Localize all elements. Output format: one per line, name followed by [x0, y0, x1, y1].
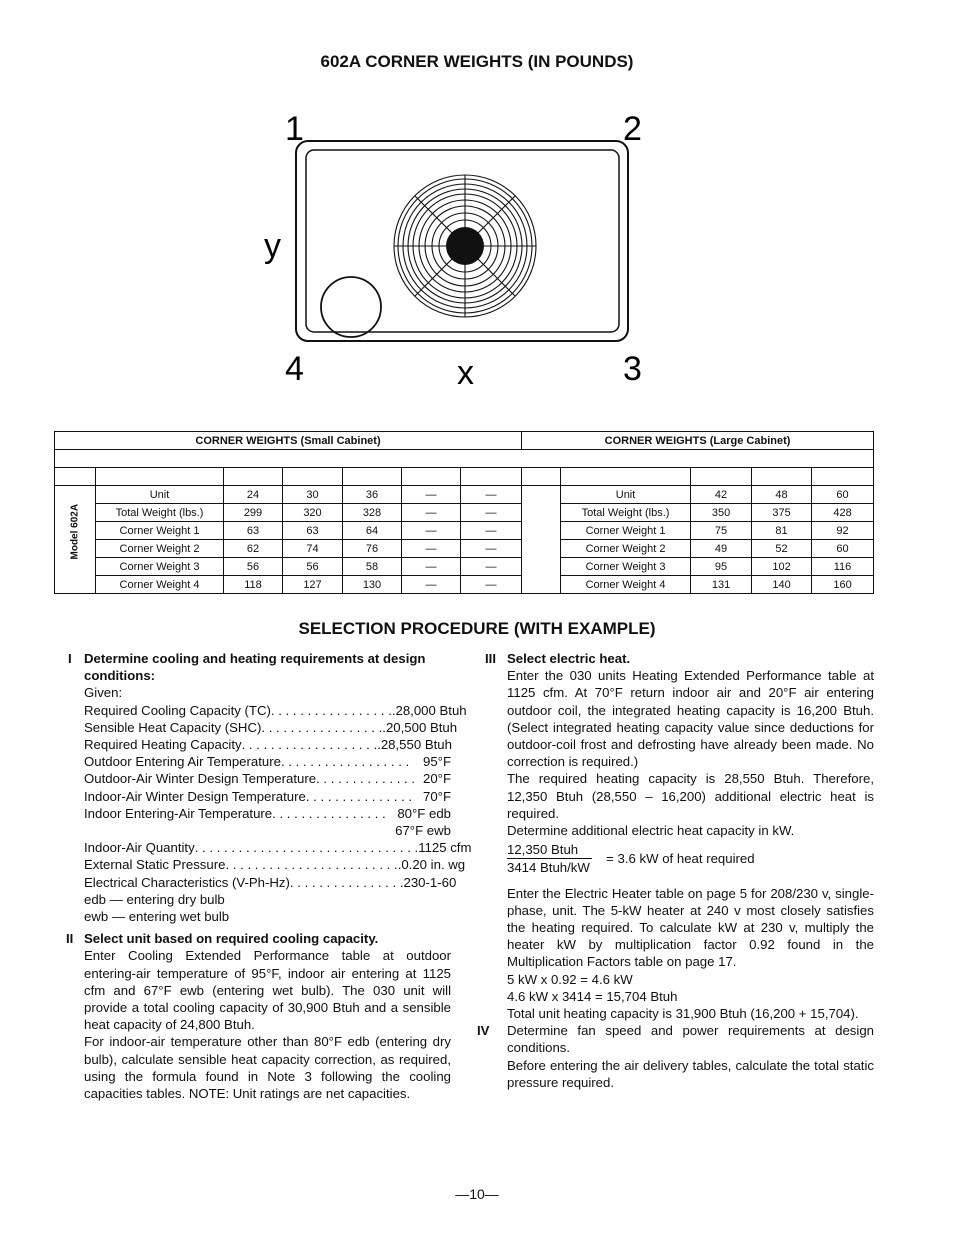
section-4-paragraph: Determine fan speed and power requirements at design conditions. [507, 1023, 874, 1056]
table-cell: Unit [561, 486, 691, 504]
text-fragment: .28,000 Btuh [391, 702, 467, 718]
axis-label-x: x [457, 354, 474, 392]
text-fragment: Indoor-Air Quantity [84, 840, 195, 856]
section-3-paragraph: The required heating capacity is 28,550 Btuh. Therefore, 12,350 Btuh (28,550 – 16,200) additional electric heat is required. [507, 771, 874, 821]
table-row [55, 540, 874, 558]
text-fragment: Sensible Heat Capacity (SHC) [84, 719, 262, 735]
table-cell: — [461, 558, 522, 576]
page-title: 602A CORNER WEIGHTS (IN POUNDS) [320, 52, 634, 71]
table-cell: Corner Weight 2 [96, 540, 224, 558]
table-cell: 62 [224, 540, 283, 558]
section-2-paragraph: For indoor-air temperature other than 80°F edb (entering dry bulb), calculate sensible heat capacity correction, as required, using the formula found in Note 3 following the cooling capacities tables. NOTE: Unit ratings are net capacities. [84, 1034, 451, 1102]
corner-weights-diagram [250, 100, 690, 400]
text-fragment: External Static Pressure [84, 857, 226, 873]
text-fragment: 70°F [423, 788, 451, 804]
table-cell: 116 [812, 558, 874, 576]
table-cell: Corner Weight 2 [561, 540, 691, 558]
table-cell [691, 468, 752, 486]
text-fragment: . . . . . . . . . . . . . . . . . . . [241, 737, 378, 753]
section-3-number: III [485, 651, 496, 666]
table-row [55, 486, 874, 504]
table-cell: — [461, 504, 522, 522]
text-fragment: Required Heating Capacity [84, 737, 242, 753]
fraction-numerator: 12,350 Btuh [507, 841, 592, 859]
table-cell: 58 [343, 558, 402, 576]
text-fragment: . . . . . . . . . . . . . . . . [272, 805, 386, 821]
list-item [84, 839, 472, 856]
table-cell [561, 468, 691, 486]
table-cell [283, 468, 343, 486]
text-fragment: . . . . . . . . . . . . . . . . . [270, 702, 392, 718]
table-cell: 350 [691, 504, 752, 522]
list-item [84, 719, 458, 736]
table-cell: 52 [752, 540, 812, 558]
text-fragment: Indoor-Air Winter Design Temperature [84, 788, 306, 804]
large-cabinet-header: CORNER WEIGHTS (Large Cabinet) [522, 432, 874, 450]
page-number: —10— [455, 1186, 499, 1202]
table-cell: 76 [343, 540, 402, 558]
table-cell: — [461, 522, 522, 540]
table-cell: 56 [224, 558, 283, 576]
table-row [55, 576, 874, 594]
list-item [84, 788, 451, 805]
table-row [55, 522, 874, 540]
section-4-paragraph: Before entering the air delivery tables, calculate the total static pressure required. [507, 1057, 874, 1090]
text-fragment: Electrical Characteristics (V-Ph-Hz) [84, 874, 290, 890]
table-cell [224, 468, 283, 486]
text-fragment: . . . . . . . . . . . . . . [316, 771, 416, 787]
table-cell: 81 [752, 522, 812, 540]
table-cell: Corner Weight 4 [561, 576, 691, 594]
table-cell: 75 [691, 522, 752, 540]
table-cell: Corner Weight 3 [96, 558, 224, 576]
section-1 [54, 650, 472, 925]
table-cell: 299 [224, 504, 283, 522]
text-fragment: 1125 cfm [418, 840, 472, 856]
table-cell: 60 [812, 486, 874, 504]
text-fragment: .20,500 Btuh [382, 719, 458, 735]
section-4-number: IV [477, 1023, 490, 1039]
corner-label-3: 3 [623, 350, 642, 388]
text-fragment: . . . . . . . . . . . . . . . . [289, 874, 404, 890]
table-cell: 36 [343, 486, 402, 504]
text-fragment: . . . . . . . . . . . . . . . . . . . . . . . . [225, 857, 398, 873]
table-cell: 30 [283, 486, 343, 504]
spacer-row [55, 450, 874, 468]
fraction-denominator: 3414 Btuh/kW [507, 860, 590, 876]
table-cell: 140 [752, 576, 812, 594]
text-fragment: 20°F [423, 771, 451, 787]
list-item [84, 736, 451, 753]
table-cell: 131 [691, 576, 752, 594]
ewb-value: 67°F ewb [395, 823, 451, 839]
section-4 [477, 1022, 874, 1091]
table-cell: Corner Weight 1 [96, 522, 224, 540]
table-cell: 60 [812, 540, 874, 558]
section-3-paragraph: Determine additional electric heat capacity in kW. [507, 823, 795, 839]
text-fragment: . . . . . . . . . . . . . . . . . . [280, 754, 410, 770]
table-cell: 56 [283, 558, 343, 576]
heat-fraction [507, 841, 874, 876]
table-cell: 95 [691, 558, 752, 576]
text-fragment: Outdoor-Air Winter Design Temperature [84, 771, 317, 787]
table-cell: 92 [812, 522, 874, 540]
ewb-definition: ewb — entering wet bulb [84, 909, 230, 925]
text-fragment: 230-1-60 [403, 874, 457, 890]
table-cell [461, 468, 522, 486]
table-cell: 74 [283, 540, 343, 558]
list-item [84, 856, 466, 873]
corner-label-2: 2 [623, 110, 642, 148]
model-label: Model 602A [69, 503, 81, 560]
table-cell: — [461, 540, 522, 558]
table-cell: 102 [752, 558, 812, 576]
table-cell [402, 468, 461, 486]
corner-label-4: 4 [285, 350, 304, 388]
section-2 [54, 930, 451, 1102]
section-3-paragraph: Total unit heating capacity is 31,900 Btuh (16,200 + 15,704). [507, 1006, 859, 1022]
table-cell: 63 [283, 522, 343, 540]
table-cell: — [402, 540, 461, 558]
list-item [84, 805, 451, 822]
section-1-number: I [68, 651, 72, 666]
text-fragment: 80°F edb [397, 805, 451, 821]
section-3 [477, 650, 874, 1022]
table-cell: 42 [691, 486, 752, 504]
list-item [84, 874, 457, 891]
model-label-cell [55, 486, 96, 594]
table-cell: 130 [343, 576, 402, 594]
table-cell: 328 [343, 504, 402, 522]
text-fragment: Indoor Entering-Air Temperature [84, 805, 273, 821]
table-cell: Corner Weight 3 [561, 558, 691, 576]
text-fragment: . . . . . . . . . . . . . . . [305, 788, 413, 804]
calc-line: 4.6 kW x 3414 = 15,704 Btuh [507, 988, 678, 1004]
table-cell [343, 468, 402, 486]
table-cell: — [402, 486, 461, 504]
list-item [84, 753, 451, 770]
table-cell [55, 468, 96, 486]
table-cell: 48 [752, 486, 812, 504]
section-3-paragraph: Enter the Electric Heater table on page 5 for 208/230 v, single-phase, unit. The 5-kW heater at 240 v most closely satisfies the heating required. To calculate kW at 230 v, multiply the heater kW by multiplication factor 0.92 found in the Multiplication Factors table on page 17. [507, 885, 874, 970]
selection-procedure-title: SELECTION PROCEDURE (WITH EXAMPLE) [298, 619, 656, 638]
text-fragment: 95°F [423, 754, 451, 770]
table-cell: 118 [224, 576, 283, 594]
table-cell: Corner Weight 1 [561, 522, 691, 540]
table-cell: 320 [283, 504, 343, 522]
section-2-number: II [66, 931, 74, 947]
section-2-title: Select unit based on required cooling capacity. [84, 931, 379, 947]
table-cell [522, 468, 561, 486]
table-cell: Unit [96, 486, 224, 504]
table-row [55, 558, 874, 576]
section-3-paragraph: Enter the 030 units Heating Extended Performance table at 1125 cfm. At 70°F return indoor air and 20°F air entering outdoor coil, the integrated heating capacity is 16,200 Btuh. (Select integrated heating capacity value since deductions for outdoor-coil frost and defrosting have already been made. No correction is required.) [507, 668, 874, 770]
table-cell: — [461, 576, 522, 594]
calc-line: 5 kW x 0.92 = 4.6 kW [507, 971, 633, 987]
text-fragment: .0.20 in. wg [397, 857, 466, 873]
compressor-circle [321, 277, 381, 337]
axis-label-y: y [264, 227, 281, 265]
table-cell: — [402, 522, 461, 540]
table-row [55, 504, 874, 522]
section-3-title: Select electric heat. [507, 651, 631, 666]
text-fragment: .28,550 Btuh [377, 737, 452, 753]
table-cell: — [402, 576, 461, 594]
section-1-title: Determine cooling and heating requirements at design conditions: [84, 651, 426, 684]
corner-label-1: 1 [285, 110, 304, 148]
section-2-paragraph: Enter Cooling Extended Performance table at outdoor entering-air temperature of 95°F, indoor air entering at 1125 cfm and 67°F ewb (entering wet bulb). The 030 unit will provide a total cooling capacity of 30,900 Btuh and a sensible heat capacity of 24,800 Btuh. [84, 948, 451, 1033]
table-cell [812, 468, 874, 486]
given-label: Given: [84, 685, 123, 701]
gap-cell [522, 486, 561, 594]
table-cell: 24 [224, 486, 283, 504]
text-fragment: Outdoor Entering Air Temperature [84, 754, 281, 770]
fraction-result: = 3.6 kW of heat required [606, 851, 755, 867]
right-column [477, 650, 874, 1091]
list-item [84, 702, 467, 719]
table-cell: 375 [752, 504, 812, 522]
edb-definition: edb — entering dry bulb [84, 891, 225, 907]
small-cabinet-header: CORNER WEIGHTS (Small Cabinet) [55, 432, 522, 450]
text-fragment: . . . . . . . . . . . . . . . . . . . . . . . . . . . . . . . [194, 840, 419, 856]
table-cell: 63 [224, 522, 283, 540]
table-cell: Corner Weight 4 [96, 576, 224, 594]
table-cell: Total Weight (lbs.) [561, 504, 691, 522]
corner-weights-table [54, 431, 874, 594]
table-cell: — [402, 504, 461, 522]
table-cell: 127 [283, 576, 343, 594]
table-cell: — [402, 558, 461, 576]
text-fragment: Required Cooling Capacity (TC) [84, 702, 271, 718]
table-cell [752, 468, 812, 486]
table-cell: — [461, 486, 522, 504]
table-cell [96, 468, 224, 486]
list-item [84, 770, 451, 787]
left-column [54, 650, 472, 1102]
text-fragment: . . . . . . . . . . . . . . . . . [261, 719, 383, 735]
table-cell: 49 [691, 540, 752, 558]
table-cell: Total Weight (lbs.) [96, 504, 224, 522]
table-cell: 428 [812, 504, 874, 522]
table-cell: 64 [343, 522, 402, 540]
fan-hub [446, 227, 484, 265]
table-cell: 160 [812, 576, 874, 594]
